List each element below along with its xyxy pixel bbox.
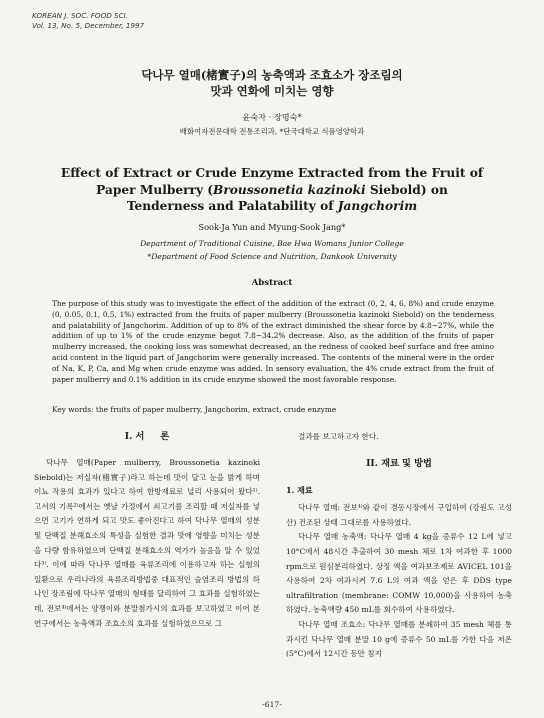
right-column xyxy=(286,430,512,662)
title-korean-line2: 맛과 연화에 미치는 영향 xyxy=(210,84,334,98)
materials-paragraph-1: 닥나무 열매: 전보⁴⁾와 같이 경동시장에서 구입하여 (강원도 고성산) 건조된 상태 그대로를 사용하였다. xyxy=(286,503,512,527)
title-korean-line1: 닥나무 열매(楮實子)의 농축액과 조효소가 장조림의 xyxy=(141,68,403,82)
page-number: -617- xyxy=(262,700,282,709)
authors-english: Sook-Ja Yun and Myung-Sook Jang* xyxy=(198,222,346,232)
materials-subheading: 1. 재료 xyxy=(286,484,313,495)
introduction-heading: I. 서 론 xyxy=(124,431,170,442)
affiliation-english-2: *Department of Food Science and Nutrition, Dankook University xyxy=(147,252,397,261)
keywords: Key words: the fruits of paper mulberry, Jangchorim, extract, crude enzyme xyxy=(52,405,337,414)
title-english-line3 xyxy=(30,198,514,215)
authors-korean: 윤숙자 · 장명숙* xyxy=(242,112,302,122)
journal-name: KOREAN J. SOC. FOOD SCI. xyxy=(32,11,129,20)
abstract-heading: Abstract xyxy=(251,278,293,288)
title-english xyxy=(30,165,514,215)
title-line2-post: Siebold) on xyxy=(365,182,448,197)
abstract-text: The purpose of this study was to investigate the effect of the addition of the extract (0, 2, 4, 6, 8%) and crude enzyme (0, 0.05, 0.1, 0.5, 1%) extracted from the fruits of paper mulberry (Broussonetia kazinoki Siebold) on the tenderness and palatability of Jangchorim. Addition of up to 8% of the extract diminished the shear force by 4.8~27%, while the addition of up to 1% of the crude enzyme begot 7.8~34.2% decrease. Also, as the addition of the fruits of paper mulberry increased, the cooking loss was somewhat decreased, an the redness of cooked beef surface and free amino acid content in the liquid part of Jangchorim were generally increased. The contents of the mineral were in the order of Na, K, P, Ca, and Mg when crude enzyme was added. In sensory evaluation, the 4% crude extract from the fruit of paper mulberry and 0.1% addition in its crude enzyme showed the most favorable response. xyxy=(52,299,494,384)
journal-header xyxy=(32,11,144,30)
introduction-paragraph: 닥나무 열매(Paper mulberry, Broussonetia kazinoki Siebold)는 저실자(楮實子)라고 하는데 맛이 달고 눈을 밝게 하며 이뇨 작용의 효과가 있다고 하여 한방재료로 널리 사용되어 왔다¹⁾. 고서의 기록²⁾에서는 옛날 가정에서 쇠고기를 조리할 때 저실자를 넣으면 고기가 연하게 되고 맛도 좋아진다고 하여 닥나무 열매의 성분 및 단백질 분해효소의 특성을 실험한 결과 맛에 영향을 미치는 성분을 다량 함유하였으며 단백질 분해효소의 역가가 높음을 알 수 있었다³⁾. 이에 따라 닥나무 열매를 육류조리에 이용하고자 하는 실험의 일환으로 우리나라의 육류조리방법중 대표적인 슬염조리 방법의 하나인 장조림에 닥나무 열매의 형태를 달리하여 그 효과를 실험하였는데, 전보⁴⁾에서는 양쟁이와 분말첨가시의 효과를 보고하였고 이어 본 연구에서는 농축액과 조효소의 효과를 실험하였으므로 그 xyxy=(34,458,260,628)
journal-volume: Vol. 13, No. 5, December, 1997 xyxy=(32,20,145,30)
materials-paragraph-3: 닥나무 열매 조효소: 닥나무 열매를 분쇄하여 35 mesh 체를 통과시킨 닥나무 열매 분말 10 g에 증류수 50 mL를 가한 다음 저온(5°C)에서 12시간 동안 침지 xyxy=(286,619,512,659)
dish-name: Jangchorim xyxy=(337,199,418,213)
affiliation-english-1: Department of Traditional Cuisine, Bae Hwa Womans Junior College xyxy=(140,239,404,248)
species-name: Broussonetia kazinoki xyxy=(213,182,366,197)
title-english-line1: Effect of Extract or Crude Enzyme Extracted from the Fruit of xyxy=(60,166,484,180)
introduction-continued: 결과를 보고하고자 한다. xyxy=(298,432,379,441)
materials-paragraph-2: 닥나무 열매 농축액: 닥나무 열매 4 kg을 증류수 12 L에 넣고 10°C에서 48시간 추출하여 30 mesh 체로 1차 여과한 후 1000 rpm으로 원심분리하였다. 상징 액을 여과보조제로 AVICEL 101을 사용하여 2차 여과시켜 7.6 L의 여과 액을 얻은 후 DDS type ultrafiltration (membrane: COMW 10,000)을 사용하여 농축하였다. 농축액량 450 mL를 회수하여 사용하였다. xyxy=(286,532,512,615)
methods-heading: II. 재료 및 방법 xyxy=(366,457,432,469)
title-line3-pre: Tenderness and Palatability of xyxy=(126,199,338,213)
title-line2-pre: Paper Mulberry ( xyxy=(96,182,214,197)
affiliation-korean: 배화여자전문대학 전통조리과, *단국대학교 식품영양학과 xyxy=(179,127,365,136)
title-english-line2 xyxy=(30,182,514,199)
left-column xyxy=(34,430,260,631)
